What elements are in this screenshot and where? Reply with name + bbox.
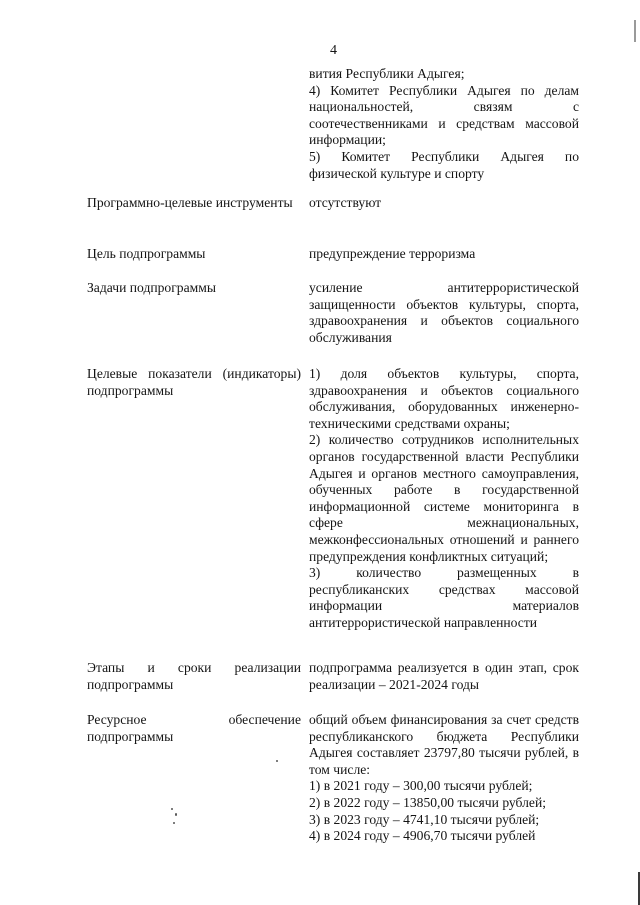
executor-line: 4) Комитет Республики Адыгея по делам национальностей, связям с соотечественниками и средствам массовой информации; xyxy=(309,82,579,148)
indicator-list xyxy=(309,366,579,632)
scan-speck xyxy=(171,808,173,810)
indicator-item: 1) доля объектов культуры, спорта, здравоохранения и объектов социального обслуживания, оборудованных инженерно-техническими средствами охраны; xyxy=(309,366,579,431)
executor-line: вития Республики Адыгея; xyxy=(309,66,465,81)
row-value: предупреждение терроризма xyxy=(309,246,476,261)
funding-year: 4) в 2024 году – 4906,70 тысячи рублей xyxy=(309,828,536,844)
scan-speck xyxy=(173,822,175,824)
row-value: подпрограмма реализуется в один этап, срок реализации – 2021-2024 годы xyxy=(309,660,579,692)
executors-continuation xyxy=(309,66,579,182)
row-value: усиление антитеррористической защищенности объектов культуры, спорта, здравоохранения и объектов социального обслуживания xyxy=(309,280,579,345)
scan-speck xyxy=(175,813,177,816)
row-value: отсутствуют xyxy=(309,195,382,210)
page-number: 4 xyxy=(330,43,337,58)
row-label: Задачи подпрограммы xyxy=(87,280,216,295)
row-label: Ресурсное обеспечение подпрограммы xyxy=(87,712,301,744)
funding-intro: общий объем финансирования за счет средств республиканского бюджета Республики Адыгея составляет 23797,80 тысячи рублей, в том числе: xyxy=(309,712,579,777)
scan-edge-mark xyxy=(634,20,636,42)
executor-line: 5) Комитет Республики Адыгея по физической культуре и спорту xyxy=(309,148,579,181)
funding-year: 1) в 2021 году – 300,00 тысячи рублей; xyxy=(309,778,533,794)
funding-year: 2) в 2022 году – 13850,00 тысячи рублей; xyxy=(309,794,547,810)
row-label: Цель подпрограммы xyxy=(87,246,206,261)
scan-speck xyxy=(276,760,278,762)
row-label: Целевые показатели (индикаторы) подпрограммы xyxy=(87,366,301,398)
row-label: Программно-целевые инструменты xyxy=(87,195,293,210)
funding-block xyxy=(309,712,579,845)
indicator-item: 2) количество сотрудников исполнительных органов государственной власти Республики Адыгея и органов местного самоуправления, обученных работе в государственной информационной системе мониторинга в сфере межнациональных, межконфессиональных отношений и раннего предупреждения конфликтных ситуаций; xyxy=(309,432,579,564)
funding-year: 3) в 2023 году – 4741,10 тысячи рублей; xyxy=(309,811,540,827)
indicator-item: 3) количество размещенных в республиканских средствах массовой информации материалов антитеррористической направленности xyxy=(309,565,579,630)
row-label: Этапы и сроки реализации подпрограммы xyxy=(87,660,301,692)
